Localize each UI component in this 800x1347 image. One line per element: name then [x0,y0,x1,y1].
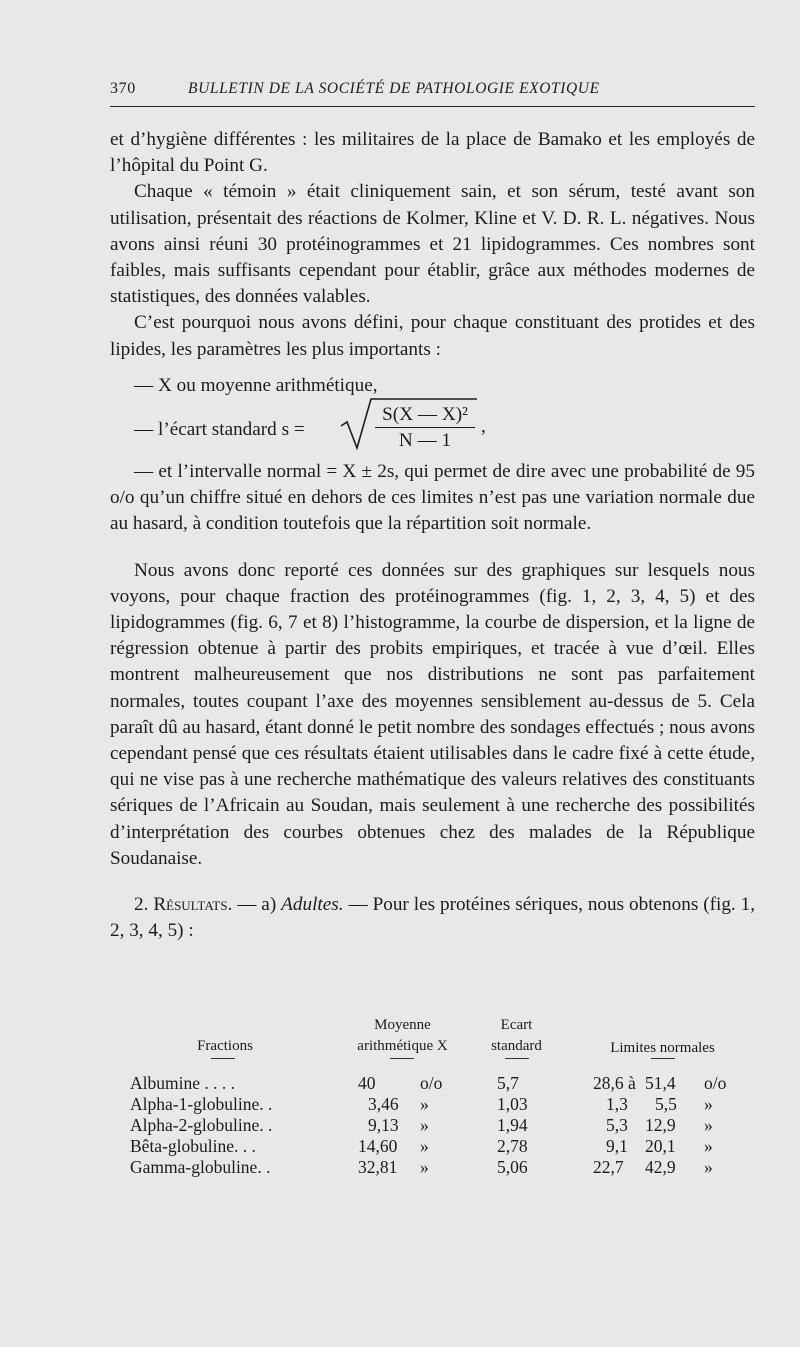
page-number: 370 [110,80,136,97]
table-header-moyenne-1: Moyenne [374,1017,431,1033]
table-header-moyenne-2: arithmétique X [357,1038,448,1054]
cell-moyenne: 32,81 [358,1157,398,1177]
cell-fraction: Gamma-globuline. . [130,1157,271,1177]
header-dash [651,1058,675,1059]
cell-unit2: » [704,1115,713,1135]
cell-fraction: Alpha-1-globuline. . [130,1094,273,1114]
cell-fraction: Bêta-globuline. . . [130,1136,256,1156]
header-dash [211,1058,235,1059]
cell-unit: » [420,1136,429,1156]
cell-moyenne: 9,13 [368,1115,399,1135]
formula-numerator: S(X — X)² [382,404,468,426]
cell-high: 12,9 [645,1115,676,1135]
cell-unit2: » [704,1157,713,1177]
cell-low: 28,6 à [593,1073,636,1093]
formula-standard-deviation [110,399,755,459]
table-header-ecart-1: Ecart [500,1017,533,1033]
body-text [110,127,755,944]
table-header-ecart-2: standard [491,1038,542,1054]
cell-high: 51,4 [645,1073,676,1093]
header-dash [390,1058,414,1059]
square-root [335,396,505,454]
running-header [110,80,755,107]
cell-ecart: 1,94 [497,1115,528,1135]
cell-unit2: o/o [704,1073,727,1093]
paragraph-2: Chaque « témoin » était cliniquement sain, et son sérum, testé avant son utilisation, présentait des réactions de Kolmer, Kline et V. D. R. L. négatives. Nous avons ainsi réuni 30 protéinogrammes et 21 lipidogrammes. Ces nombres sont faibles, mais suffisants cependant pour établir, grâce aux méthodes modernes de statistiques, des données valables. [110,181,755,308]
cell-unit2: » [704,1094,713,1114]
subsection-marker: — a) [237,894,277,916]
section-text: — Pour les protéines sériques, nous obtenons (fig. 1, 2, 3, 4, 5) : [110,894,756,942]
formula-comma: , [481,416,486,438]
cell-fraction: Alpha-2-globuline. . [130,1115,273,1135]
cell-high: 5,5 [655,1094,677,1114]
cell-moyenne: 14,60 [358,1136,398,1156]
cell-low: 1,3 [606,1094,628,1114]
section-heading: Résultats. [153,894,233,916]
cell-ecart: 5,06 [497,1157,528,1177]
formula-denominator: N — 1 [398,430,452,452]
paragraph-7: Nous avons donc reporté ces données sur des graphiques sur lesquels nous voyons, pour chaque fraction des protéinogrammes (fig. 1, 2, 3, 4, 5) et des lipidogrammes (fig. 6, 7 et 8) l’histogramme, la courbe de dispersion, et la ligne de régression obtenue à partir des probits empiriques, et tracée à vue d’œil. Elles montrent malheureusement que nos distributions ne sont pas parfaitement normales, toutes coupant l’axe des moyennes sensiblement au-dessus de 5. Cela paraît dû au hasard, étant donné le petit nombre des sondages effectués ; nous avons cependant pensé que ces résultats étaient utilisables dans le cadre fixé à cette étude, qui ne vise pas à une recherche mathématique des valeurs relatives des constituants sériques de l’Africain au Soudan, mais seulement à une recherche des possibilités d’interprétation des courbes obtenues chez des malades de la République Soudanaise. [110,559,755,869]
journal-title: BULLETIN DE LA SOCIÉTÉ DE PATHOLOGIE EXOTIQUE [188,80,600,97]
cell-unit: » [420,1157,429,1177]
paragraph-3: C’est pourquoi nous avons défini, pour chaque constituant des protides et des lipides, les paramètres les plus importants : [110,312,755,360]
cell-moyenne: 3,46 [368,1094,399,1114]
paragraph-1: et d’hygiène différentes : les militaires de la place de Bamako et les employés de l’hôpital du Point G. [110,129,755,177]
section-number: 2. [134,894,149,916]
cell-unit2: » [704,1136,713,1156]
cell-unit: » [420,1115,429,1135]
cell-ecart: 1,03 [497,1094,528,1114]
cell-low: 5,3 [606,1115,628,1135]
table-header-limites: Limites normales [610,1040,715,1056]
paragraph-6: — et l’intervalle normal = X ± 2s, qui permet de dire avec une probabilité de 95 o/o qu’un chiffre situé en dehors de ces limites n’est pas une variation normale due au hasard, à condition toutefois que la répartition soit normale. [110,461,755,535]
cell-high: 20,1 [645,1136,676,1156]
formula-label: — l’écart standard s = [134,419,305,441]
cell-high: 42,9 [645,1157,676,1177]
cell-unit: » [420,1094,429,1114]
section-results [110,892,755,944]
cell-unit: o/o [420,1073,443,1093]
cell-ecart: 5,7 [497,1073,519,1093]
cell-fraction: Albumine . . . . [130,1073,235,1093]
subsection-title: Adultes. [281,894,344,916]
paragraph-4: — X ou moyenne arithmétique, [134,374,378,396]
cell-moyenne: 40 [358,1073,376,1093]
table-header-fractions: Fractions [197,1038,253,1054]
cell-low: 9,1 [606,1136,628,1156]
cell-ecart: 2,78 [497,1136,528,1156]
header-dash [505,1058,529,1059]
cell-low: 22,7 [593,1157,624,1177]
